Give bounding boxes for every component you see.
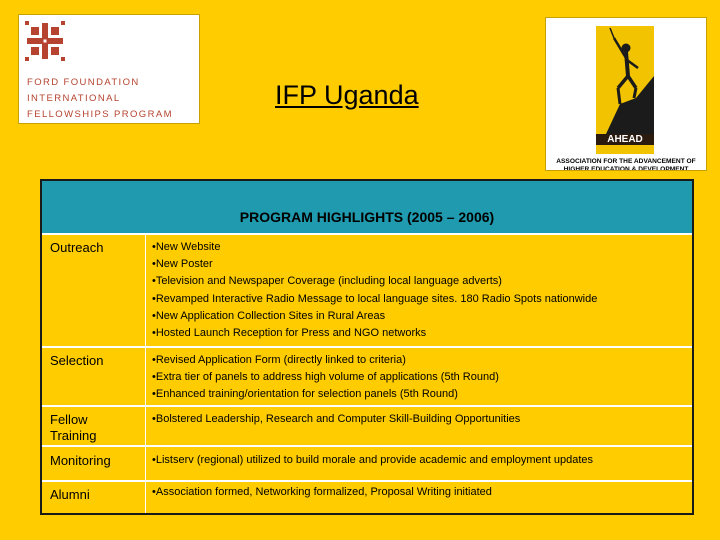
row-label: Monitoring — [50, 453, 111, 468]
table-row-monitoring — [42, 445, 692, 482]
list-item: • New Application Collection Sites in Rural Areas — [152, 308, 597, 325]
list-item: • New Website — [152, 239, 597, 256]
ahead-wordmark: AHEAD — [596, 134, 654, 145]
logo-line-1: FORD FOUNDATION — [27, 77, 140, 88]
logo-line-2: INTERNATIONAL — [27, 93, 121, 104]
ford-foundation-mark-icon — [25, 21, 65, 61]
list-item: • Bolstered Leadership, Research and Computer Skill-Building Opportunities — [152, 411, 520, 428]
table-heading: PROGRAM HIGHLIGHTS (2005 – 2006) — [239, 209, 495, 225]
list-item: • Association formed, Networking formalized, Proposal Writing initiated — [152, 484, 492, 501]
ford-foundation-logo — [18, 14, 200, 124]
logo-line-3: FELLOWSHIPS PROGRAM — [27, 109, 173, 120]
list-item: • New Poster — [152, 256, 597, 273]
list-item: • Television and Newspaper Coverage (including local language adverts) — [152, 273, 597, 290]
ahead-logo — [545, 17, 707, 171]
ahead-tagline: ASSOCIATION FOR THE ADVANCEMENT OF HIGHER EDUCATION & DEVELOPMENT — [556, 158, 696, 171]
row-items — [152, 452, 593, 469]
slide-title: IFP Uganda — [275, 80, 419, 110]
row-label: Outreach — [50, 240, 104, 255]
row-items — [152, 352, 499, 404]
row-label: Alumni — [50, 487, 90, 502]
table-row-alumni — [42, 480, 692, 513]
program-highlights-table — [40, 179, 694, 515]
table-row-outreach — [42, 233, 692, 348]
row-items — [152, 484, 492, 501]
list-item: • Hosted Launch Reception for Press and NGO networks — [152, 325, 597, 342]
table-row-selection — [42, 346, 692, 407]
list-item: • Extra tier of panels to address high volume of applications (5th Round) — [152, 369, 499, 386]
table-row-fellow-training — [42, 405, 692, 447]
row-label: Selection — [50, 353, 104, 368]
row-items — [152, 411, 520, 428]
list-item: • Revamped Interactive Radio Message to local language sites. 180 Radio Spots nationwide — [152, 291, 597, 308]
row-items — [152, 239, 597, 342]
climber-figure-icon — [596, 26, 654, 134]
list-item: • Revised Application Form (directly linked to criteria) — [152, 352, 499, 369]
list-item: • Listserv (regional) utilized to build morale and provide academic and employment updates — [152, 452, 593, 469]
list-item: • Enhanced training/orientation for selection panels (5th Round) — [152, 386, 499, 403]
row-label: Fellow Training — [50, 412, 97, 443]
table-header — [42, 181, 692, 233]
